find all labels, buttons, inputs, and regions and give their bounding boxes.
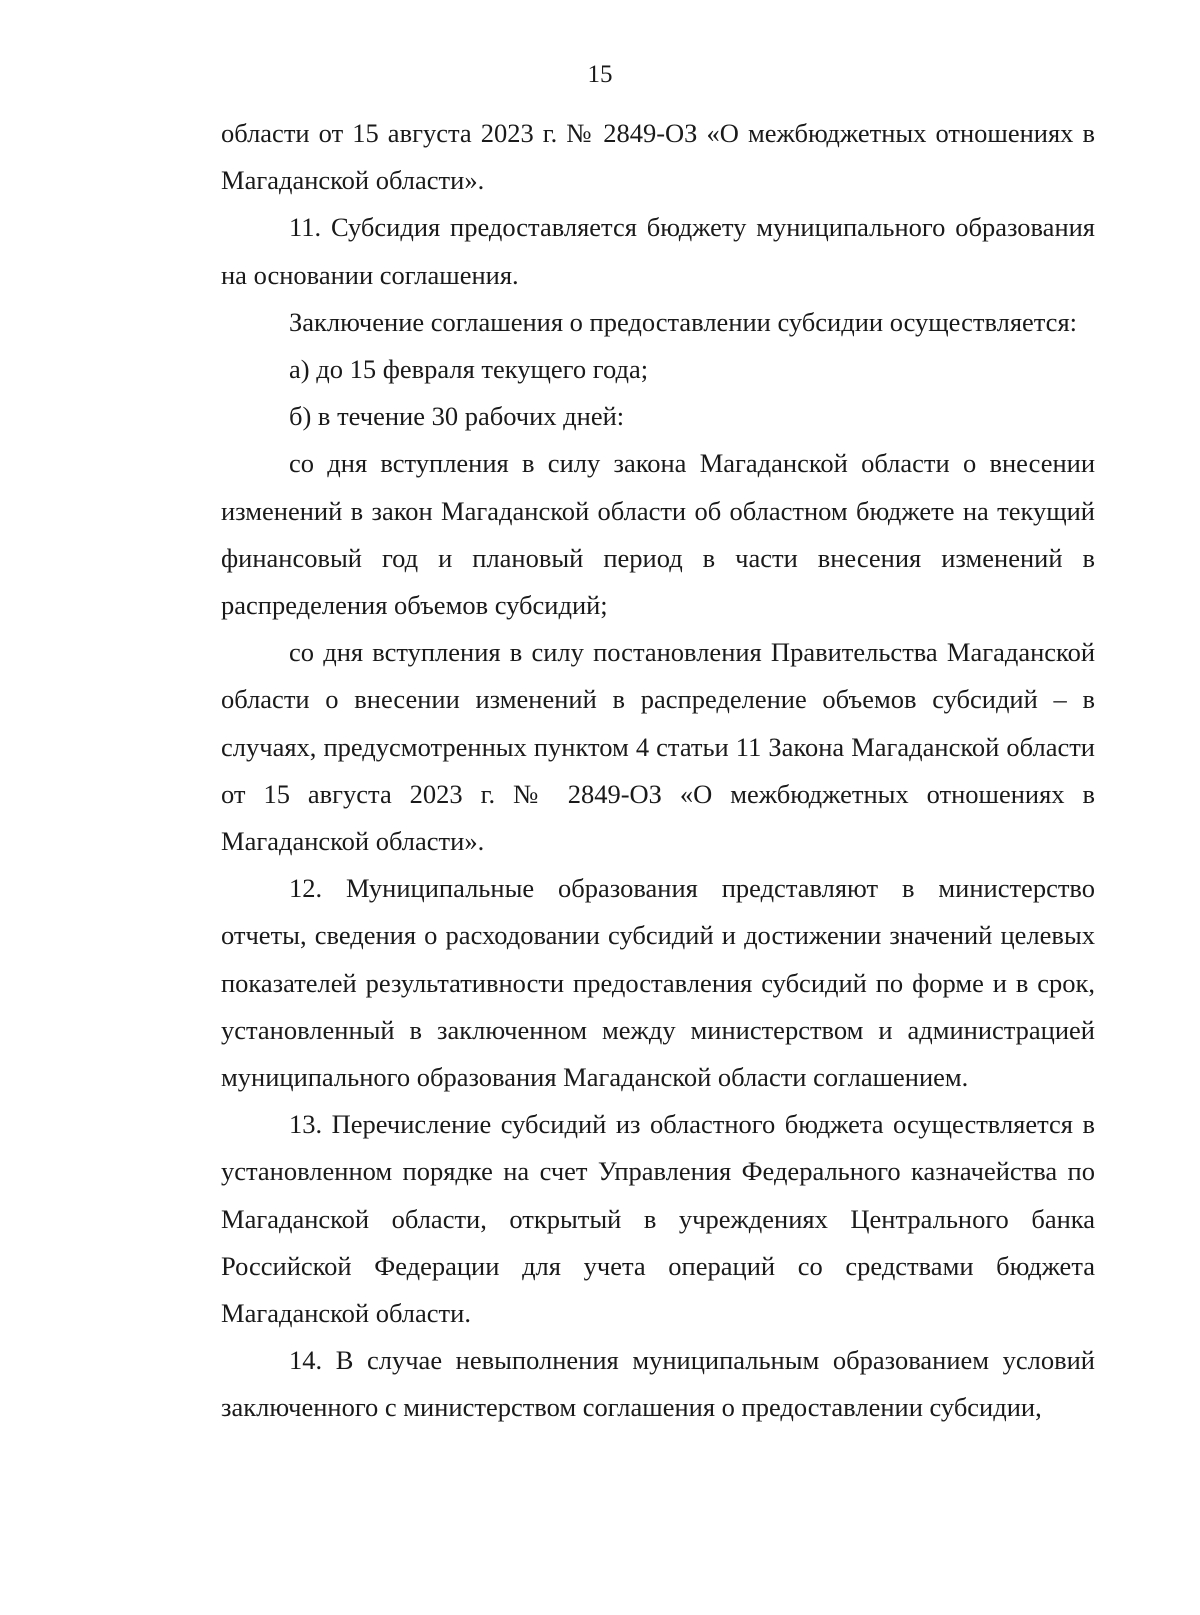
- paragraph-item-13: 13. Перечисление субсидий из областного бюджета осуществляется в установленном порядке на счет Управления Федерального казначейства по Магаданской области, открытый в учреждениях Центрального банка Российской Федерации для учета операций со средствами бюджета Магаданской области.: [221, 1109, 1095, 1329]
- paragraph-item-12: 12. Муниципальные образования представляют в министерство отчеты, сведения о расходовании субсидий и достижении значений целевых показателей результативности предоставления субсидий по форме и в срок, установленный в заключенном между министерством и администрацией муниципального образования Магаданской области соглашением.: [221, 873, 1095, 1093]
- document-body: [221, 110, 1095, 1432]
- paragraph-law-amendment: со дня вступления в силу закона Магаданской области о внесении изменений в закон Магаданской области об областном бюджете на текущий финансовый год и плановый период в части внесения изменений в распределения объемов субсидий;: [221, 448, 1095, 621]
- paragraph-continuation: области от 15 августа 2023 г. № 2849-ОЗ «О межбюджетных отношениях в Магаданской области».: [221, 118, 1095, 196]
- paragraph-item-14: 14. В случае невыполнения муниципальным образованием условий заключенного с министерством соглашения о предоставлении субсидии,: [221, 1345, 1095, 1423]
- paragraph-item-11: 11. Субсидия предоставляется бюджету муниципального образования на основании соглашения.: [221, 212, 1095, 290]
- paragraph-agreement-conclusion: Заключение соглашения о предоставлении субсидии осуществляется:: [289, 306, 1077, 337]
- paragraph-subitem-a: а) до 15 февраля текущего года;: [289, 354, 649, 385]
- paragraph-subitem-b: б) в течение 30 рабочих дней:: [289, 401, 625, 432]
- page-number: 15: [587, 61, 613, 88]
- paragraph-government-resolution: со дня вступления в силу постановления Правительства Магаданской области о внесении изменений в распределение объемов субсидий – в случаях, предусмотренных пунктом 4 статьи 11 Закона Магаданской области от 15 августа 2023 г. № 2849-ОЗ «О межбюджетных отношениях в Магаданской области».: [221, 637, 1095, 857]
